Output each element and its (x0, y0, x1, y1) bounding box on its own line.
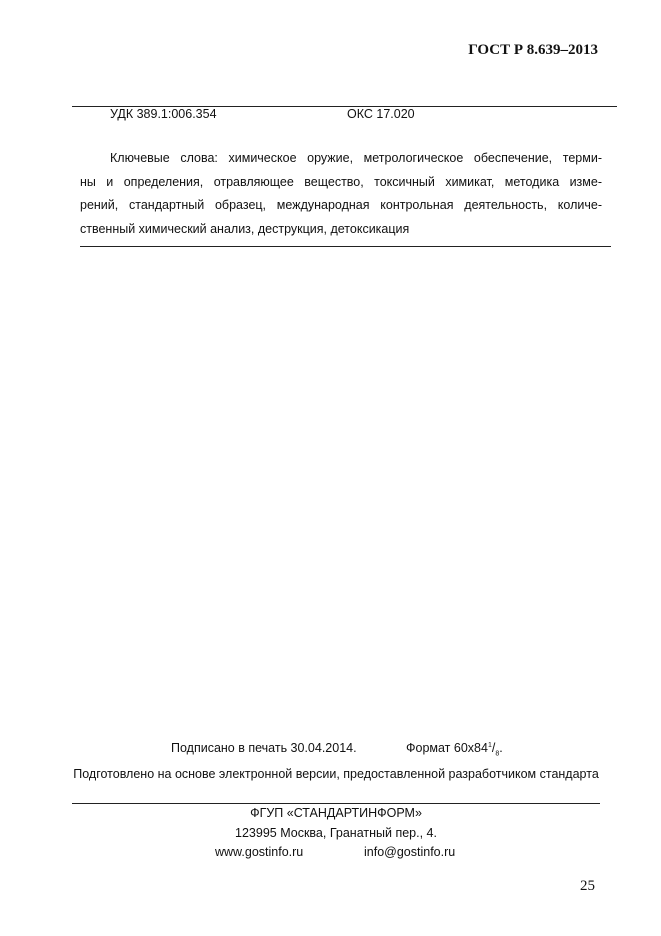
keywords-line: Ключевые слова: химическое оружие, метрологическое обеспечение, терми- (110, 151, 602, 165)
signed-for-print: Подписано в печать 30.04.2014. (171, 741, 357, 755)
website-link: www.gostinfo.ru (215, 845, 304, 859)
udk-code: УДК 389.1:006.354 (110, 107, 217, 121)
page-number: 25 (580, 878, 595, 894)
standard-code-header: ГОСТ Р 8.639–2013 (468, 42, 598, 58)
format-suffix: . (499, 741, 503, 755)
keywords-line: ны и определения, отравляющее вещество, токсичный химикат, методика изме- (80, 174, 602, 189)
keywords-divider (80, 246, 611, 247)
publisher-name: ФГУП «СТАНДАРТИНФОРМ» (250, 806, 422, 820)
paper-format: Формат $60x84^1/_8$. (406, 741, 503, 758)
keywords-line: рений, стандартный образец, международная контрольная деятельность, количе- (80, 198, 602, 212)
format-denominator: 8 (495, 750, 500, 758)
keywords-paragraph (80, 150, 602, 244)
footer-divider (72, 803, 600, 804)
keywords-line: ственный химический анализ, деструкция, детоксикация (80, 221, 410, 236)
email-address: info@gostinfo.ru (364, 845, 456, 859)
prepared-note: Подготовлено на основе электронной версии, предоставленной разработчиком стандарта (73, 767, 599, 781)
format-prefix: Формат 60x84 (406, 741, 488, 755)
publisher-address: 123995 Москва, Гранатный пер., 4. (235, 826, 437, 840)
oks-code: ОКС 17.020 (347, 107, 415, 121)
format-numerator: 1 (487, 741, 492, 749)
